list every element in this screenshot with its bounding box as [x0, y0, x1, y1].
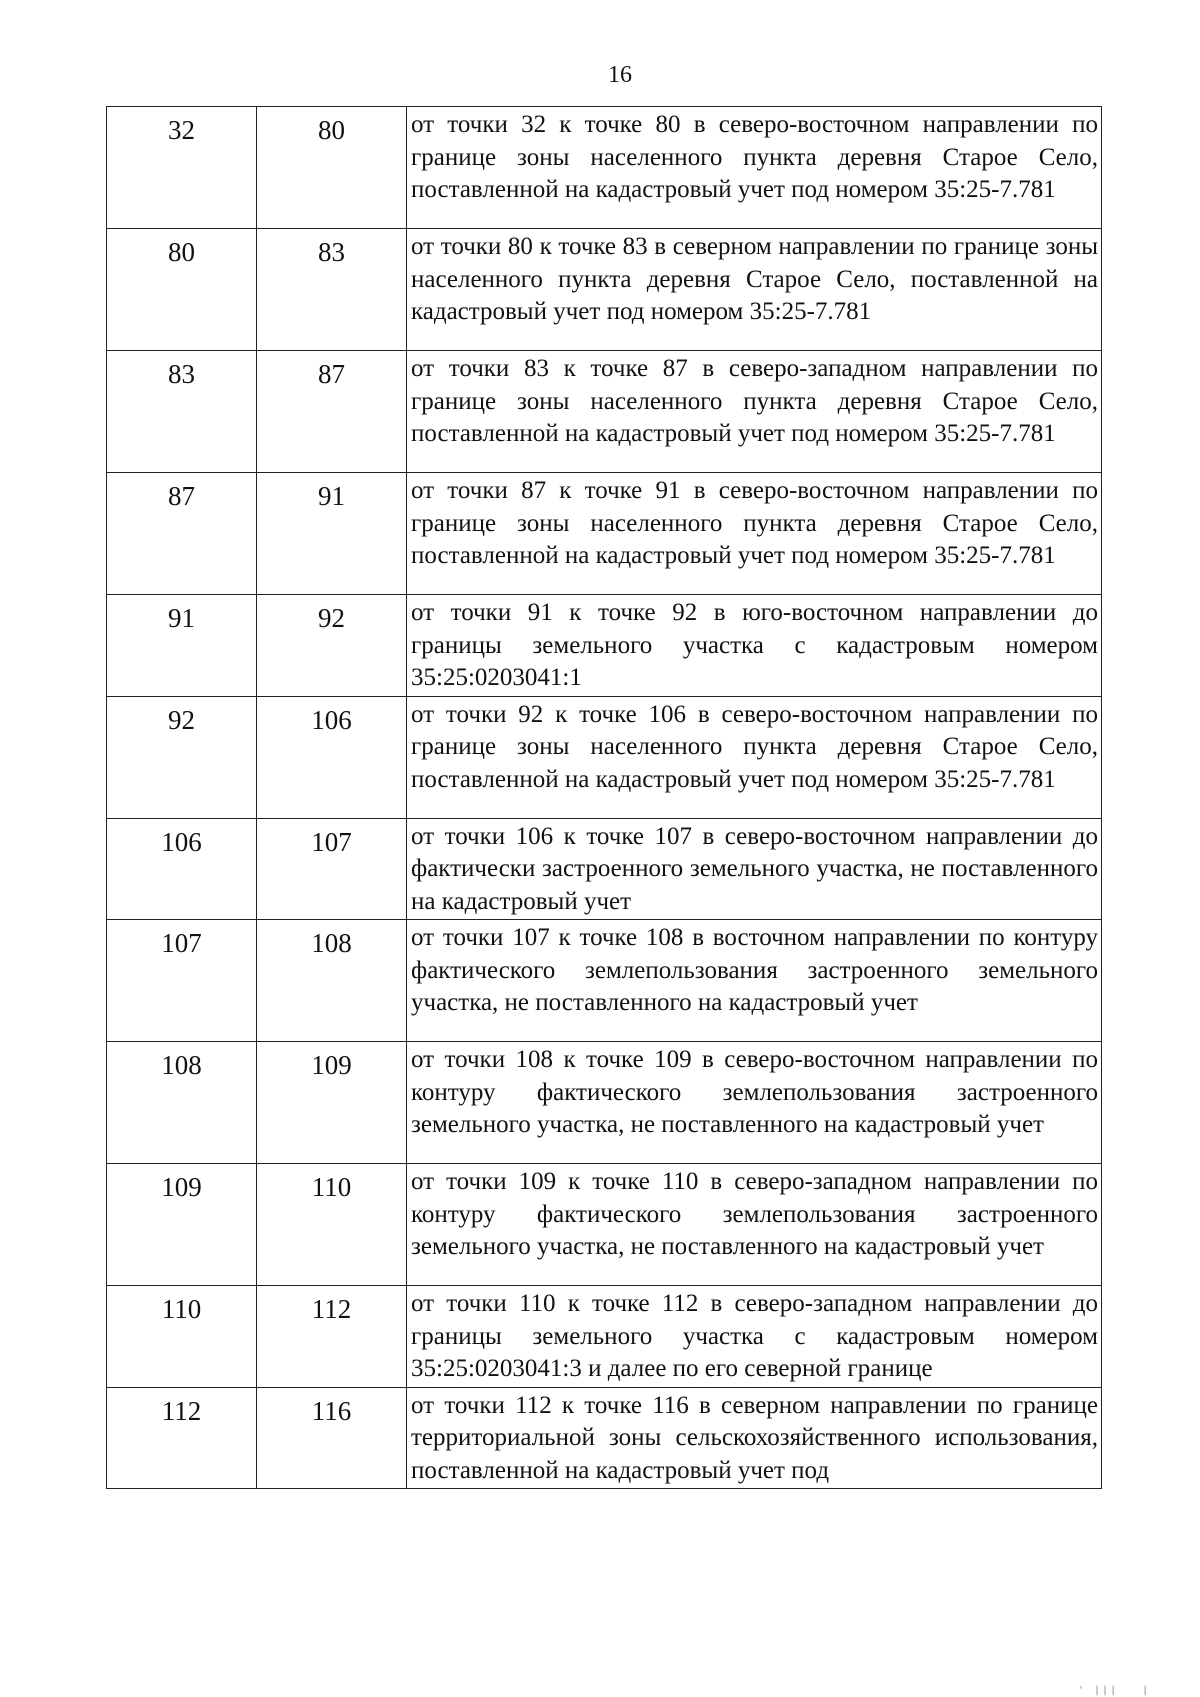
- table-row: [107, 595, 1102, 697]
- from-point-cell: 107: [107, 920, 257, 1042]
- to-point-cell: 116: [257, 1387, 407, 1489]
- table-row: [107, 1286, 1102, 1388]
- description-cell: от точки 109 к точке 110 в северо-западном направлении по контуру фактического землепользования застроенного земельного участка, не поставленного на кадастровый учет: [407, 1164, 1102, 1286]
- from-point-cell: 106: [107, 818, 257, 920]
- to-point-cell: 109: [257, 1042, 407, 1164]
- to-point-cell: 107: [257, 818, 407, 920]
- description-cell: от точки 112 к точке 116 в северном направлении по границе территориальной зоны сельскохозяйственного использования, поставленной на кадастровый учет под: [407, 1387, 1102, 1489]
- from-point-cell: 91: [107, 595, 257, 697]
- description-cell: от точки 92 к точке 106 в северо-восточном направлении по границе зоны населенного пункта деревня Старое Село, поставленной на кадастровый учет под номером 35:25-7.781: [407, 696, 1102, 818]
- description-cell: от точки 107 к точке 108 в восточном направлении по контуру фактического землепользования застроенного земельного участка, не поставленного на кадастровый учет: [407, 920, 1102, 1042]
- description-cell: от точки 87 к точке 91 в северо-восточном направлении по границе зоны населенного пункта деревня Старое Село, поставленной на кадастровый учет под номером 35:25-7.781: [407, 473, 1102, 595]
- to-point-cell: 112: [257, 1286, 407, 1388]
- table-row: [107, 351, 1102, 473]
- page-number: 16: [608, 62, 632, 88]
- description-cell: от точки 110 к точке 112 в северо-западном направлении до границы земельного участка с кадастровым номером 35:25:0203041:3 и далее по его северной границе: [407, 1286, 1102, 1388]
- to-point-cell: 91: [257, 473, 407, 595]
- to-point-cell: 80: [257, 107, 407, 229]
- from-point-cell: 32: [107, 107, 257, 229]
- to-point-cell: 87: [257, 351, 407, 473]
- description-cell: от точки 108 к точке 109 в северо-восточном направлении по контуру фактического землепользования застроенного земельного участка, не поставленного на кадастровый учет: [407, 1042, 1102, 1164]
- description-cell: от точки 91 к точке 92 в юго-восточном направлении до границы земельного участка с кадастровым номером 35:25:0203041:1: [407, 595, 1102, 697]
- description-cell: от точки 83 к точке 87 в северо-западном направлении по границе зоны населенного пункта деревня Старое Село, поставленной на кадастровый учет под номером 35:25-7.781: [407, 351, 1102, 473]
- from-point-cell: 80: [107, 229, 257, 351]
- to-point-cell: 106: [257, 696, 407, 818]
- table-row: [107, 473, 1102, 595]
- table-row: [107, 696, 1102, 818]
- boundary-description-table: [106, 106, 1102, 1489]
- from-point-cell: 108: [107, 1042, 257, 1164]
- from-point-cell: 87: [107, 473, 257, 595]
- to-point-cell: 108: [257, 920, 407, 1042]
- to-point-cell: 110: [257, 1164, 407, 1286]
- table-row: [107, 920, 1102, 1042]
- table-row: [107, 107, 1102, 229]
- description-cell: от точки 32 к точке 80 в северо-восточном направлении по границе зоны населенного пункта деревня Старое Село, поставленной на кадастровый учет под номером 35:25-7.781: [407, 107, 1102, 229]
- description-cell: от точки 80 к точке 83 в северном направлении по границе зоны населенного пункта деревня Старое Село, поставленной на кадастровый учет под номером 35:25-7.781: [407, 229, 1102, 351]
- from-point-cell: 109: [107, 1164, 257, 1286]
- from-point-cell: 83: [107, 351, 257, 473]
- from-point-cell: 112: [107, 1387, 257, 1489]
- from-point-cell: 92: [107, 696, 257, 818]
- description-cell: от точки 106 к точке 107 в северо-восточном направлении до фактически застроенного земельного участка, не поставленного на кадастровый учет: [407, 818, 1102, 920]
- table-row: [107, 1164, 1102, 1286]
- table-row: [107, 1387, 1102, 1489]
- table-row: [107, 818, 1102, 920]
- scan-artifact: ' ||| |: [1078, 1685, 1151, 1696]
- table-body: [107, 107, 1102, 1489]
- table-row: [107, 1042, 1102, 1164]
- from-point-cell: 110: [107, 1286, 257, 1388]
- to-point-cell: 92: [257, 595, 407, 697]
- to-point-cell: 83: [257, 229, 407, 351]
- table-row: [107, 229, 1102, 351]
